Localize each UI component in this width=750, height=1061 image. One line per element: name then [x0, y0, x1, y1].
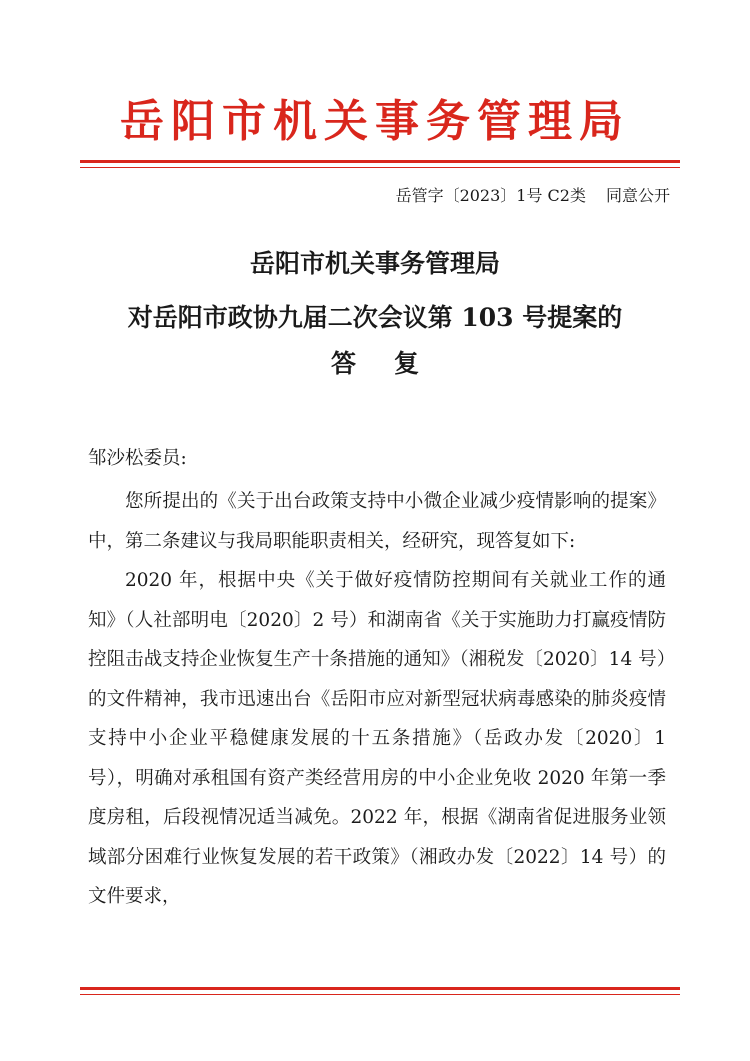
document-body [88, 482, 666, 917]
document-title-line-1: 岳阳市机关事务管理局 [249, 249, 500, 278]
letterhead-red-rule-thin [80, 167, 680, 168]
document-title-line-3: 答复 [330, 349, 457, 378]
document-reference: 岳管字〔2023〕1号 C2类 [395, 186, 586, 205]
document-number [396, 184, 670, 208]
footer-red-rule-thick [80, 987, 680, 990]
body-paragraph: 2020 年，根据中央《关于做好疫情防控期间有关就业工作的通知》（人社部明电〔2020〕2 号）和湖南省《关于实施助力打赢疫情防控阻击战支持企业恢复生产十条措施的通知》（湘税发〔2020〕14 号）的文件精神，我市迅速出台《岳阳市应对新型冠状病毒感染的肺炎疫情支持中小企业平稳健康发展的十五条措施》（岳政办发〔2020〕1 号），明确对承租国有资产类经营用房的中小企业免收 2020 年第一季度房租，后段视情况适当减免。2022 年，根据《湖南省促进服务业领域部分困难行业恢复发展的若干政策》（湘政办发〔2022〕14 号）的文件要求， [88, 570, 666, 907]
body-paragraph: 您所提出的《关于出台政策支持中小微企业减少疫情影响的提案》中，第二条建议与我局职能职责相关，经研究，现答复如下: [88, 491, 666, 552]
letterhead-red-rule-thick [80, 160, 680, 163]
document-title-line-2: 对岳阳市政协九届二次会议第 103 号提案的 [127, 303, 623, 332]
salutation: 邹沙松委员: [88, 448, 187, 469]
disclosure-status: 同意公开 [605, 186, 670, 205]
letterhead-org-name: 岳阳市机关事务管理局 [120, 96, 630, 147]
footer-red-rule-thin [80, 994, 680, 995]
